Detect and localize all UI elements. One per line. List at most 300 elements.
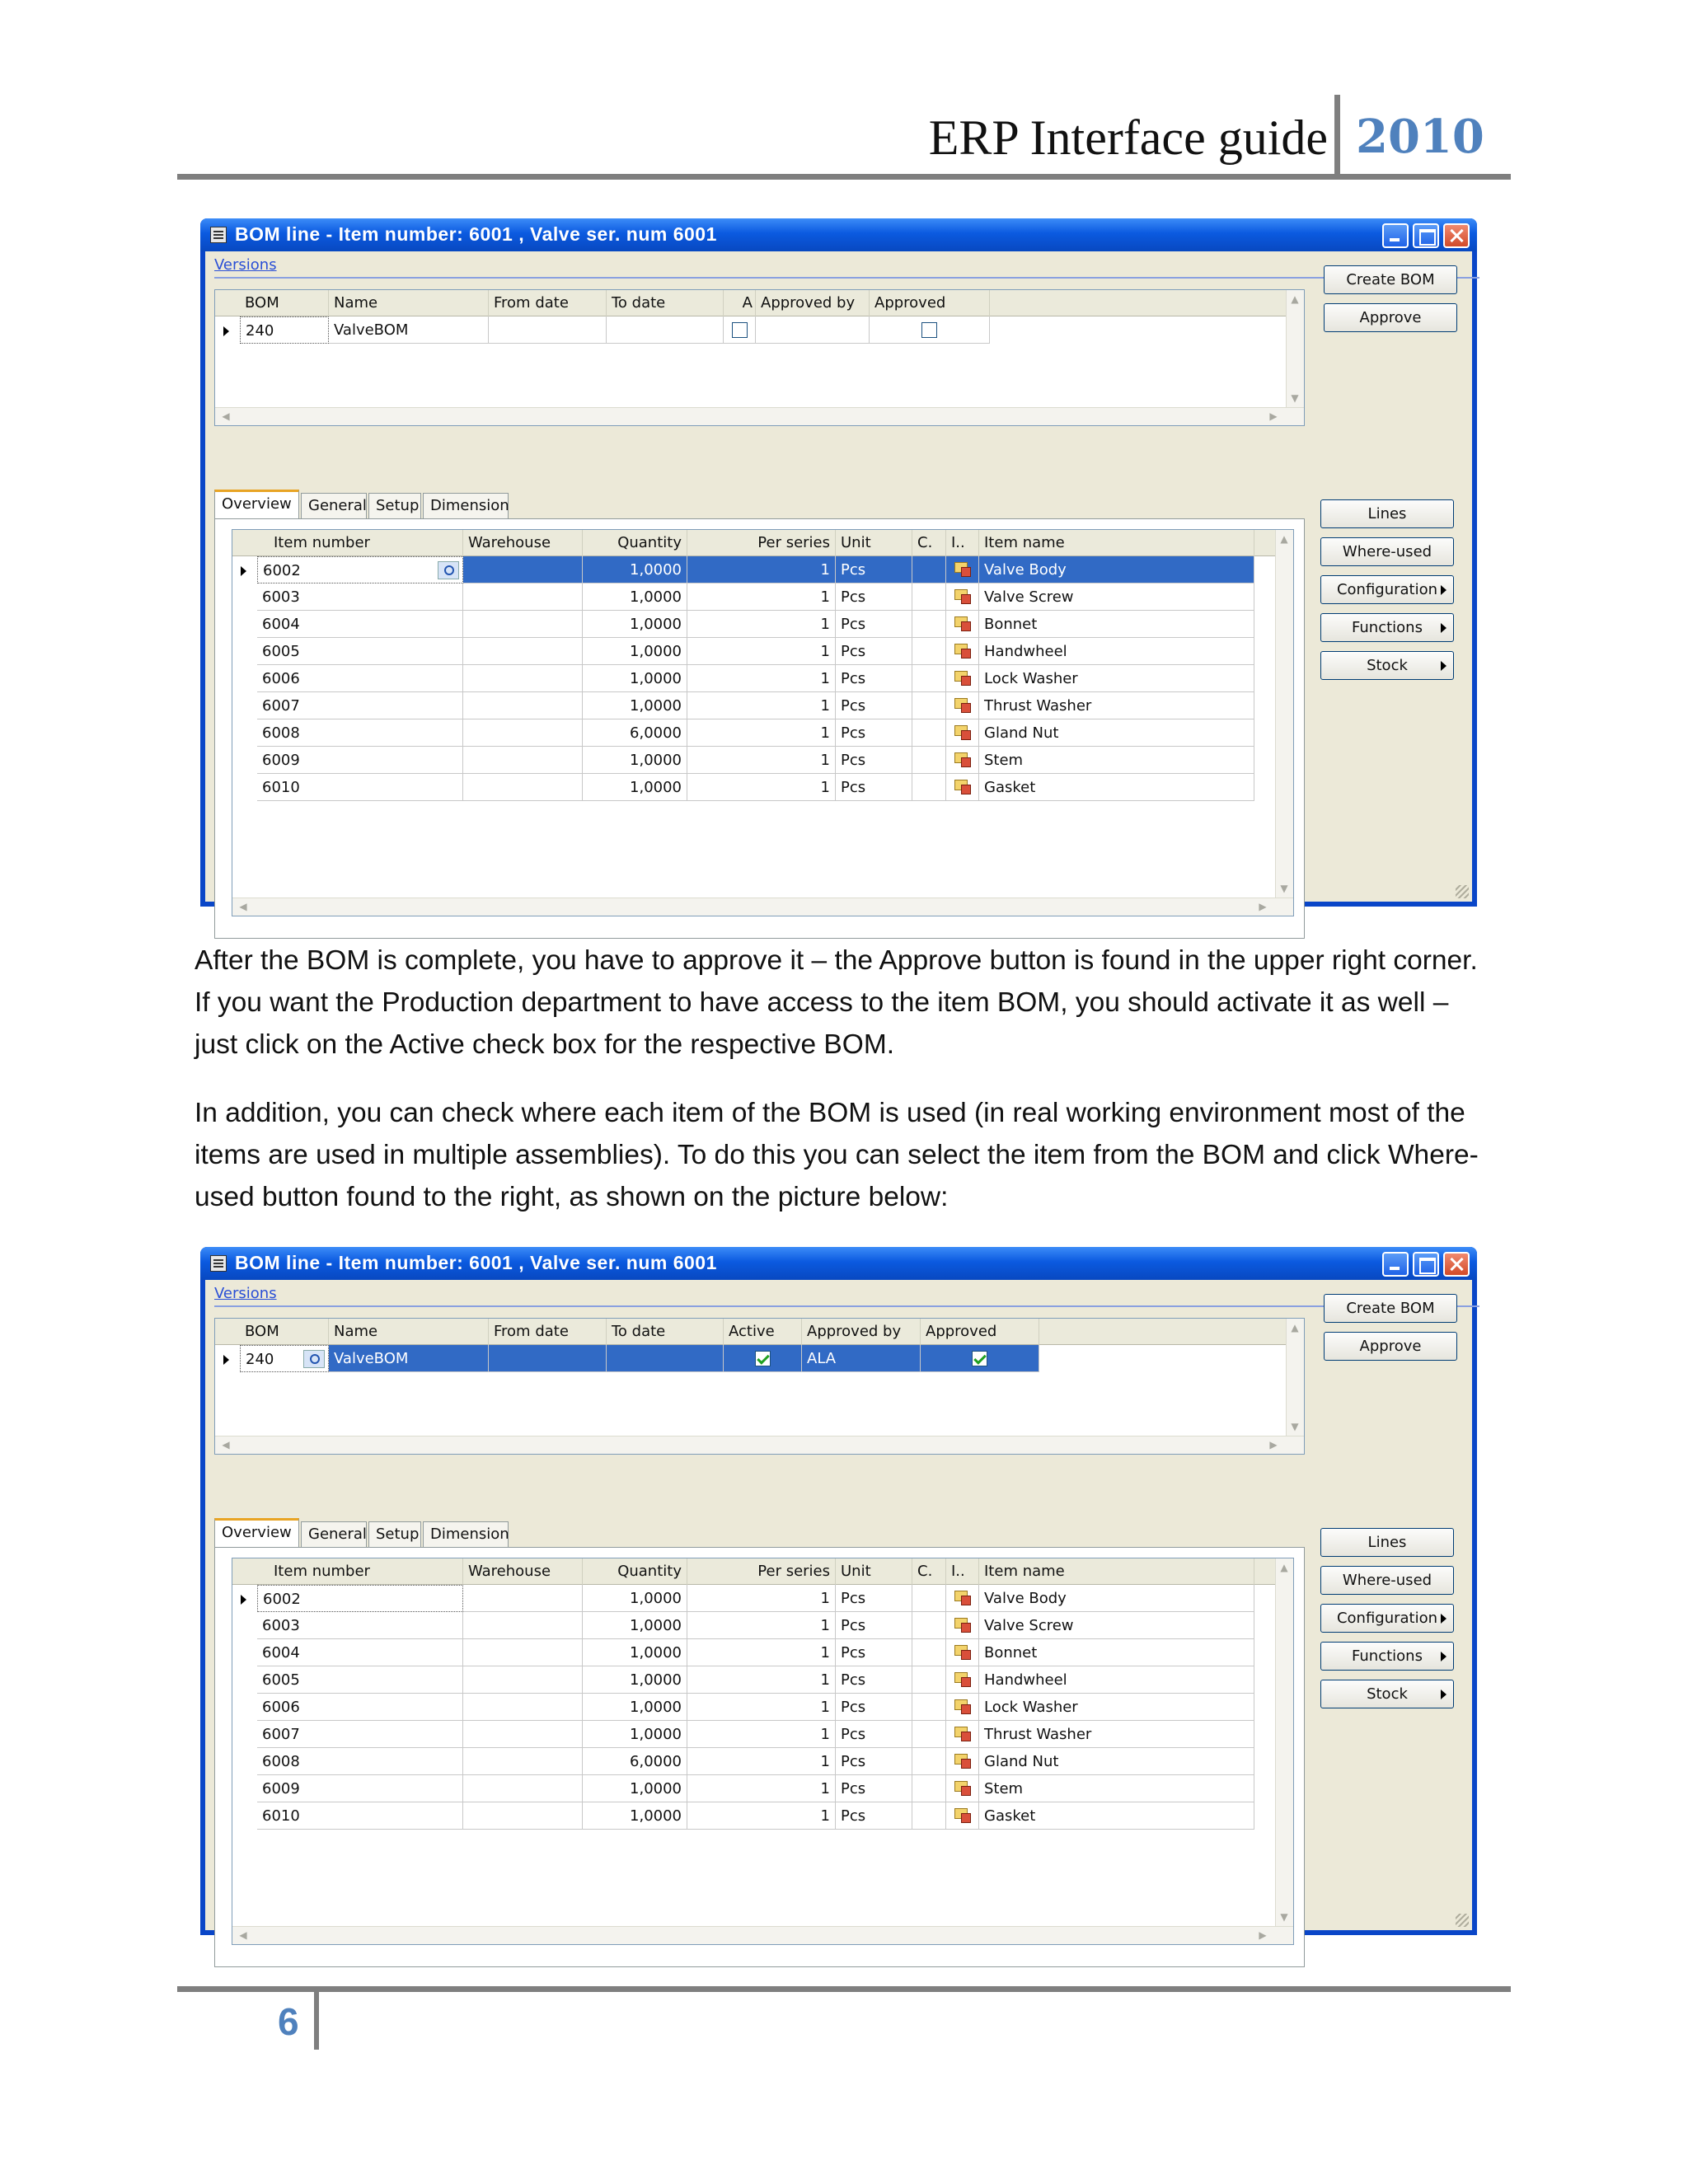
submenu-arrow-icon [1441, 1614, 1447, 1624]
cell-unit[interactable] [836, 1666, 912, 1694]
table-row[interactable] [232, 1775, 1254, 1802]
scroll-left-icon[interactable]: ◀ [222, 410, 230, 422]
cell-unit[interactable] [836, 1748, 912, 1775]
scroll-up-icon[interactable]: ▲ [1291, 1322, 1299, 1333]
item-name-value: Valve Body [984, 561, 1067, 579]
cell-warehouse[interactable] [463, 1802, 583, 1830]
cell-per-series[interactable] [687, 719, 836, 747]
cell-per-series[interactable] [687, 665, 836, 692]
cell-item-number[interactable] [257, 1775, 463, 1802]
cell-quantity[interactable] [583, 556, 687, 583]
col-header-bom[interactable]: BOM [240, 1319, 329, 1345]
cell-unit[interactable] [836, 556, 912, 583]
cell-item-name[interactable] [979, 556, 1254, 583]
close-icon[interactable] [1443, 1252, 1470, 1277]
cell-item-name[interactable] [979, 638, 1254, 665]
item-name-value: Valve Screw [984, 588, 1074, 606]
col-header-approved[interactable]: Approved [870, 290, 990, 316]
cell-unit[interactable] [836, 774, 912, 801]
col-header-to-date[interactable]: To date [607, 1319, 724, 1345]
cell-item-number[interactable] [257, 611, 463, 638]
per-series-value: 1 [820, 1617, 830, 1634]
cell-item-name[interactable] [979, 719, 1254, 747]
cell-item-number[interactable] [257, 556, 463, 583]
cell-warehouse[interactable] [463, 1775, 583, 1802]
cell-per-series[interactable] [687, 638, 836, 665]
tab-setup[interactable]: Setup [368, 493, 421, 519]
active-checkbox[interactable] [732, 322, 748, 338]
col-header-unit[interactable]: Unit [836, 530, 912, 556]
col-header-item-number[interactable]: Item number [257, 1558, 463, 1585]
cell-i[interactable] [946, 1748, 979, 1775]
configuration-button-label: Configuration [1336, 581, 1438, 598]
cell-c[interactable] [912, 1748, 946, 1775]
cell-quantity[interactable] [583, 611, 687, 638]
cell-c[interactable] [912, 692, 946, 719]
cell-item-name[interactable] [979, 1694, 1254, 1721]
col-header-to-date[interactable]: To date [607, 290, 724, 316]
col-header-name[interactable]: Name [329, 290, 489, 316]
cell-i[interactable] [946, 774, 979, 801]
col-header-item-name[interactable]: Item name [979, 530, 1254, 556]
create-bom-button[interactable] [1324, 265, 1457, 294]
table-row[interactable] [232, 1721, 1254, 1748]
cell-per-series[interactable] [687, 1694, 836, 1721]
cell-quantity[interactable] [583, 583, 687, 611]
minimize-icon[interactable] [1382, 223, 1409, 248]
cell-warehouse[interactable] [463, 1612, 583, 1639]
cell-c[interactable] [912, 1612, 946, 1639]
bom-cell-from-date[interactable] [489, 1345, 607, 1372]
bom-cell-approved-by[interactable] [802, 1345, 921, 1372]
col-header-active[interactable]: A [724, 290, 756, 316]
cell-item-number[interactable] [257, 1639, 463, 1666]
bom-cell-from-date[interactable] [489, 316, 607, 344]
cell-warehouse[interactable] [463, 719, 583, 747]
cell-unit[interactable] [836, 638, 912, 665]
cell-quantity[interactable] [583, 1694, 687, 1721]
cell-item-number[interactable] [257, 1612, 463, 1639]
cell-quantity[interactable] [583, 638, 687, 665]
cell-item-name[interactable] [979, 1721, 1254, 1748]
lines-button[interactable] [1320, 499, 1454, 528]
scroll-up-icon[interactable]: ▲ [1291, 293, 1299, 305]
cell-i[interactable] [946, 611, 979, 638]
unit-value: Pcs [841, 724, 866, 742]
cell-c[interactable] [912, 774, 946, 801]
submenu-arrow-icon [1441, 661, 1447, 671]
table-row[interactable] [232, 1612, 1254, 1639]
bom-grid-vscroll[interactable] [1286, 290, 1304, 407]
col-header-c[interactable]: C. [912, 530, 946, 556]
item-name-value: Thrust Washer [984, 697, 1092, 715]
cell-unit[interactable] [836, 1775, 912, 1802]
bom-cell-active[interactable] [724, 1345, 802, 1372]
table-row[interactable] [232, 1802, 1254, 1830]
bom-cell-to-date[interactable] [607, 1345, 724, 1372]
col-header-per-series[interactable]: Per series [687, 530, 836, 556]
cell-warehouse[interactable] [463, 1721, 583, 1748]
approve-button[interactable] [1324, 1332, 1457, 1361]
cell-item-number[interactable] [257, 583, 463, 611]
cell-item-number[interactable] [257, 665, 463, 692]
scroll-right-icon[interactable]: ▶ [1259, 1929, 1267, 1941]
cell-quantity[interactable] [583, 719, 687, 747]
cell-item-name[interactable] [979, 665, 1254, 692]
functions-button[interactable] [1320, 1642, 1454, 1671]
col-header-approved-by[interactable]: Approved by [756, 290, 870, 316]
scroll-up-icon[interactable]: ▲ [1280, 1562, 1288, 1573]
bom-grid-hscroll[interactable] [215, 1436, 1304, 1454]
cell-per-series[interactable] [687, 556, 836, 583]
cell-quantity[interactable] [583, 1666, 687, 1694]
where-used-button[interactable] [1320, 537, 1454, 566]
cell-warehouse[interactable] [463, 611, 583, 638]
where-used-button[interactable] [1320, 1566, 1454, 1595]
tab-general[interactable]: General [301, 1521, 367, 1548]
lookup-icon[interactable] [303, 1350, 325, 1368]
cell-i[interactable] [946, 1721, 979, 1748]
configuration-button[interactable] [1320, 575, 1454, 604]
quantity-value: 1,0000 [630, 1590, 682, 1607]
tab-setup[interactable]: Setup [368, 1521, 421, 1548]
bom-cell-name[interactable] [329, 1345, 489, 1372]
scroll-left-icon[interactable]: ◀ [239, 1929, 247, 1941]
functions-button[interactable] [1320, 613, 1454, 642]
cell-warehouse[interactable] [463, 1585, 583, 1612]
table-row[interactable] [232, 1585, 1254, 1612]
scroll-down-icon[interactable]: ▼ [1291, 1421, 1299, 1432]
cell-i[interactable] [946, 583, 979, 611]
bom-cell-approved[interactable] [921, 1345, 1039, 1372]
item-number-value: 6009 [262, 1780, 300, 1797]
cell-quantity[interactable] [583, 1802, 687, 1830]
tab-overview[interactable]: Overview [214, 1518, 299, 1548]
cell-warehouse[interactable] [463, 583, 583, 611]
cell-per-series[interactable] [687, 1802, 836, 1830]
bom-cell-active[interactable] [724, 316, 756, 344]
cell-i[interactable] [946, 1802, 979, 1830]
resize-grip-icon[interactable] [1456, 1914, 1469, 1927]
bom-cell-to-date[interactable] [607, 316, 724, 344]
scroll-down-icon[interactable]: ▼ [1280, 1911, 1288, 1923]
table-row[interactable] [232, 719, 1254, 747]
col-header-name[interactable]: Name [329, 1319, 489, 1345]
cell-unit[interactable] [836, 1585, 912, 1612]
cell-unit[interactable] [836, 665, 912, 692]
stock-button[interactable] [1320, 1680, 1454, 1708]
lines-grid-header [232, 530, 1293, 556]
cell-i[interactable] [946, 1612, 979, 1639]
item-number-value: 6006 [262, 670, 300, 687]
table-row[interactable] [232, 774, 1254, 801]
cell-item-name[interactable] [979, 1748, 1254, 1775]
cell-i[interactable] [946, 1694, 979, 1721]
cell-unit[interactable] [836, 1802, 912, 1830]
cell-item-number[interactable] [257, 638, 463, 665]
col-header-per-series[interactable]: Per series [687, 1558, 836, 1585]
bom-grid-hscroll[interactable] [215, 407, 1304, 425]
col-header-approved[interactable]: Approved [921, 1319, 1039, 1345]
cell-per-series[interactable] [687, 1585, 836, 1612]
cell-c[interactable] [912, 556, 946, 583]
cell-quantity[interactable] [583, 747, 687, 774]
cell-unit[interactable] [836, 747, 912, 774]
cell-c[interactable] [912, 719, 946, 747]
bom-cell-approved-by[interactable] [756, 316, 870, 344]
col-header-i[interactable]: I.. [946, 530, 979, 556]
bom-grid-vscroll[interactable] [1286, 1319, 1304, 1436]
approved-checkbox[interactable] [921, 322, 937, 338]
cell-c[interactable] [912, 1775, 946, 1802]
lines-grid-hscroll[interactable] [232, 898, 1293, 916]
cell-item-name[interactable] [979, 611, 1254, 638]
close-icon[interactable] [1443, 223, 1470, 248]
cell-unit[interactable] [836, 1694, 912, 1721]
table-row[interactable] [232, 638, 1254, 665]
cell-item-number[interactable] [257, 1694, 463, 1721]
cell-item-name[interactable] [979, 1666, 1254, 1694]
cell-warehouse[interactable] [463, 774, 583, 801]
col-header-c[interactable]: C. [912, 1558, 946, 1585]
bom-version-row[interactable] [215, 1345, 1039, 1372]
lines-grid-hscroll[interactable] [232, 1926, 1293, 1944]
approved-checkbox[interactable] [972, 1351, 987, 1366]
cell-warehouse[interactable] [463, 665, 583, 692]
cell-unit[interactable] [836, 1639, 912, 1666]
cell-i[interactable] [946, 1639, 979, 1666]
cell-per-series[interactable] [687, 747, 836, 774]
title-bar[interactable] [200, 1247, 1477, 1280]
overview-tab-panel [214, 518, 1305, 939]
tab-dimension[interactable]: Dimension [423, 1521, 509, 1548]
col-header-warehouse[interactable]: Warehouse [463, 530, 583, 556]
scroll-right-icon[interactable]: ▶ [1269, 1439, 1278, 1451]
cell-unit[interactable] [836, 583, 912, 611]
item-type-icon [954, 1672, 971, 1687]
table-row[interactable] [232, 1666, 1254, 1694]
item-name-value: Bonnet [984, 1644, 1038, 1661]
cell-c[interactable] [912, 1585, 946, 1612]
cell-warehouse[interactable] [463, 556, 583, 583]
cell-i[interactable] [946, 638, 979, 665]
cell-c[interactable] [912, 1639, 946, 1666]
resize-grip-icon[interactable] [1456, 885, 1469, 898]
cell-item-name[interactable] [979, 774, 1254, 801]
cell-quantity[interactable] [583, 692, 687, 719]
cell-quantity[interactable] [583, 1612, 687, 1639]
cell-item-name[interactable] [979, 583, 1254, 611]
approve-button[interactable] [1324, 303, 1457, 332]
cell-item-name[interactable] [979, 1585, 1254, 1612]
cell-quantity[interactable] [583, 1585, 687, 1612]
cell-i[interactable] [946, 747, 979, 774]
cell-warehouse[interactable] [463, 638, 583, 665]
cell-item-name[interactable] [979, 747, 1254, 774]
lines-grid-vscroll[interactable] [1275, 1558, 1293, 1926]
item-type-icon [954, 1754, 971, 1769]
bom-cell-bom[interactable] [240, 316, 329, 344]
cell-unit[interactable] [836, 719, 912, 747]
cell-quantity[interactable] [583, 665, 687, 692]
table-row[interactable] [232, 665, 1254, 692]
unit-value: Pcs [841, 752, 866, 769]
lines-grid-vscroll[interactable] [1275, 530, 1293, 898]
cell-quantity[interactable] [583, 1775, 687, 1802]
stock-button-label: Stock [1367, 657, 1408, 674]
table-row[interactable] [232, 611, 1254, 638]
cell-unit[interactable] [836, 611, 912, 638]
cell-i[interactable] [946, 1666, 979, 1694]
col-header-approved-by[interactable]: Approved by [802, 1319, 921, 1345]
col-header-warehouse[interactable]: Warehouse [463, 1558, 583, 1585]
cell-per-series[interactable] [687, 692, 836, 719]
configuration-button[interactable] [1320, 1604, 1454, 1633]
tab-dimension[interactable]: Dimension [423, 493, 509, 519]
cell-per-series[interactable] [687, 1639, 836, 1666]
bom-version-row[interactable] [215, 316, 990, 344]
scroll-right-icon[interactable]: ▶ [1269, 410, 1278, 422]
col-header-i[interactable]: I.. [946, 1558, 979, 1585]
bom-cell-name[interactable] [329, 316, 489, 344]
cell-per-series[interactable] [687, 1612, 836, 1639]
cell-c[interactable] [912, 611, 946, 638]
col-header-bom[interactable]: BOM [240, 290, 329, 316]
window-menu-icon[interactable] [210, 1255, 227, 1272]
cell-c[interactable] [912, 747, 946, 774]
item-number-value: 6007 [262, 1726, 300, 1743]
cell-warehouse[interactable] [463, 1639, 583, 1666]
lines-button[interactable] [1320, 1528, 1454, 1557]
cell-per-series[interactable] [687, 1666, 836, 1694]
item-type-icon [954, 1781, 971, 1796]
cell-c[interactable] [912, 638, 946, 665]
cell-item-number[interactable] [257, 1585, 463, 1612]
item-type-icon [954, 752, 971, 767]
col-header-unit[interactable]: Unit [836, 1558, 912, 1585]
cell-per-series[interactable] [687, 583, 836, 611]
col-header-quantity[interactable]: Quantity [583, 530, 687, 556]
col-header-from-date[interactable]: From date [489, 290, 607, 316]
table-row[interactable] [232, 556, 1254, 583]
col-header-item-name[interactable]: Item name [979, 1558, 1254, 1585]
cell-warehouse[interactable] [463, 692, 583, 719]
cell-item-number[interactable] [257, 1666, 463, 1694]
cell-item-number[interactable] [257, 1748, 463, 1775]
body-text [195, 940, 1497, 1244]
table-row[interactable] [232, 747, 1254, 774]
versions-link[interactable]: Versions [214, 256, 277, 274]
cell-item-number[interactable] [257, 692, 463, 719]
scroll-up-icon[interactable]: ▲ [1280, 533, 1288, 545]
item-type-icon [954, 1808, 971, 1823]
table-row[interactable] [232, 1639, 1254, 1666]
cell-warehouse[interactable] [463, 1694, 583, 1721]
item-type-icon [954, 589, 971, 604]
tab-overview[interactable]: Overview [214, 490, 299, 519]
cell-quantity[interactable] [583, 1639, 687, 1666]
cell-c[interactable] [912, 1666, 946, 1694]
table-row[interactable] [232, 1748, 1254, 1775]
cell-per-series[interactable] [687, 1748, 836, 1775]
cell-per-series[interactable] [687, 1775, 836, 1802]
cell-c[interactable] [912, 1802, 946, 1830]
cell-item-number[interactable] [257, 1721, 463, 1748]
table-row[interactable] [232, 692, 1254, 719]
cell-item-name[interactable] [979, 1639, 1254, 1666]
cell-unit[interactable] [836, 1612, 912, 1639]
scroll-down-icon[interactable]: ▼ [1291, 392, 1299, 404]
cell-c[interactable] [912, 665, 946, 692]
cell-quantity[interactable] [583, 1721, 687, 1748]
title-bar[interactable] [200, 218, 1477, 251]
cell-c[interactable] [912, 1721, 946, 1748]
cell-unit[interactable] [836, 692, 912, 719]
cell-item-name[interactable] [979, 1802, 1254, 1830]
cell-warehouse[interactable] [463, 1748, 583, 1775]
cell-item-number[interactable] [257, 774, 463, 801]
maximize-icon[interactable] [1413, 1252, 1439, 1277]
cell-i[interactable] [946, 665, 979, 692]
cell-quantity[interactable] [583, 1748, 687, 1775]
col-header-item-number[interactable]: Item number [257, 530, 463, 556]
cell-item-number[interactable] [257, 719, 463, 747]
cell-per-series[interactable] [687, 774, 836, 801]
submenu-arrow-icon [1441, 1652, 1447, 1661]
cell-i[interactable] [946, 556, 979, 583]
cell-item-name[interactable] [979, 692, 1254, 719]
col-header-quantity[interactable]: Quantity [583, 1558, 687, 1585]
col-header-from-date[interactable]: From date [489, 1319, 607, 1345]
cell-per-series[interactable] [687, 611, 836, 638]
cell-item-number[interactable] [257, 747, 463, 774]
cell-i[interactable] [946, 692, 979, 719]
cell-item-name[interactable] [979, 1612, 1254, 1639]
cell-item-name[interactable] [979, 1775, 1254, 1802]
maximize-icon[interactable] [1413, 223, 1439, 248]
window-menu-icon[interactable] [210, 227, 227, 243]
cell-c[interactable] [912, 1694, 946, 1721]
create-bom-button[interactable] [1324, 1294, 1457, 1323]
scroll-down-icon[interactable]: ▼ [1280, 883, 1288, 894]
cell-quantity[interactable] [583, 774, 687, 801]
cell-item-number[interactable] [257, 1802, 463, 1830]
active-checkbox[interactable] [755, 1351, 771, 1366]
cell-unit[interactable] [836, 1721, 912, 1748]
versions-link[interactable]: Versions [214, 1285, 277, 1302]
table-row[interactable] [232, 583, 1254, 611]
bom-cell-bom[interactable] [240, 1345, 329, 1372]
table-row[interactable] [232, 1694, 1254, 1721]
cell-warehouse[interactable] [463, 1666, 583, 1694]
scroll-right-icon[interactable]: ▶ [1259, 901, 1267, 912]
col-header-active[interactable]: Active [724, 1319, 802, 1345]
cell-per-series[interactable] [687, 1721, 836, 1748]
stock-button[interactable] [1320, 651, 1454, 680]
bom-cell-approved[interactable] [870, 316, 990, 344]
cell-i[interactable] [946, 719, 979, 747]
minimize-icon[interactable] [1382, 1252, 1409, 1277]
cell-c[interactable] [912, 583, 946, 611]
scroll-left-icon[interactable]: ◀ [239, 901, 247, 912]
tab-general[interactable]: General [301, 493, 367, 519]
cell-i[interactable] [946, 1775, 979, 1802]
scroll-left-icon[interactable]: ◀ [222, 1439, 230, 1451]
cell-i[interactable] [946, 1585, 979, 1612]
cell-warehouse[interactable] [463, 747, 583, 774]
lookup-icon[interactable] [438, 561, 459, 579]
item-name-value: Gland Nut [984, 1753, 1059, 1770]
